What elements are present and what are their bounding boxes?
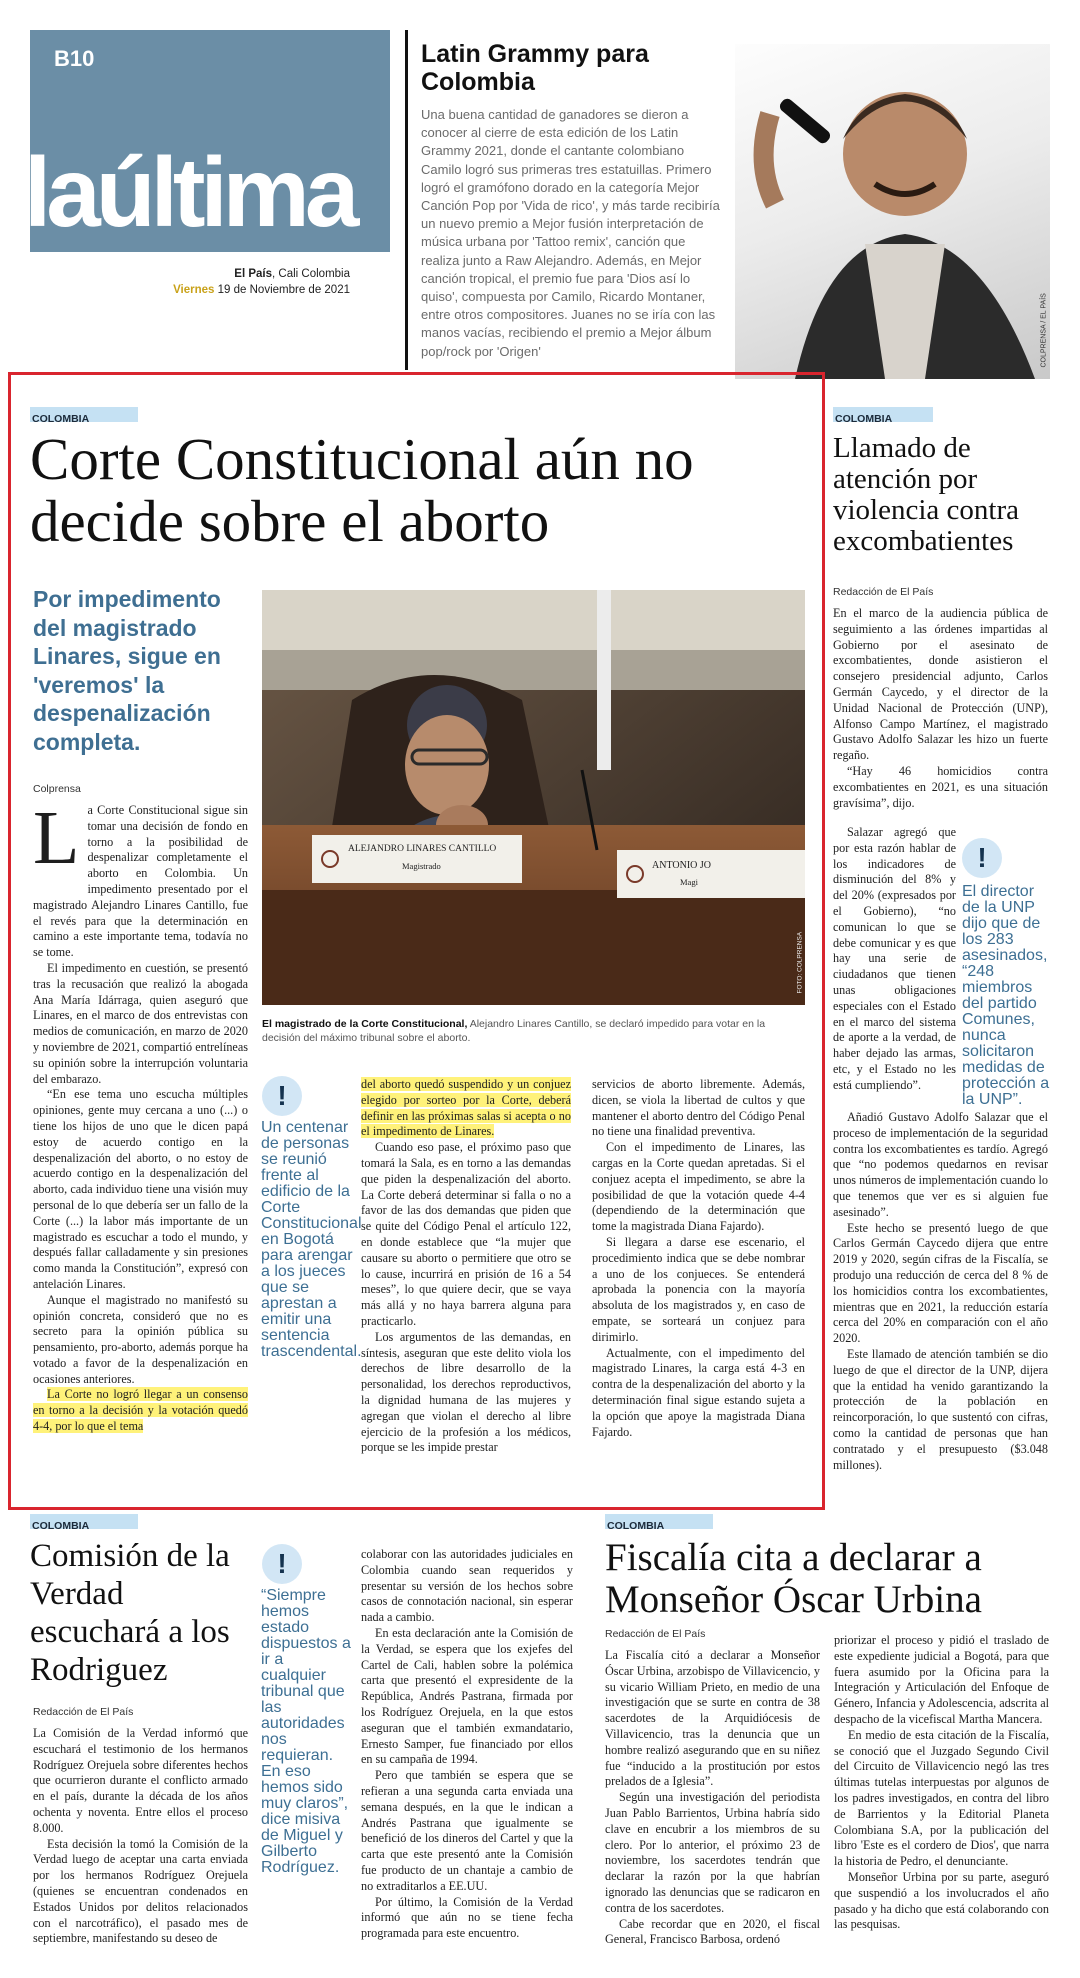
right-paragraph: Salazar agregó que por esta razón hablar de los indicadores de disminución del 8% y del 20% (expresados por el Gobierno), “no comunican lo que se debe comunicar y es que hay una serie de ciudadanos que tienen unas obligaciones especiales con el Estado en el marco del sistema de aporte a la verdad, de haber dejado las armas, etc, y el Estado no les está cumpliendo”. bbox=[833, 825, 956, 1092]
main-paragraph-highlight bbox=[361, 1077, 571, 1140]
main-paragraph: “En ese tema uno escucha múltiples opiniones, gente muy cercana a uno (...) o tiene los hijos de uno que le dicen papá estoy de acuerdo contigo en la despenalización del aborto, o no estoy de acuerdo contigo en la despenalización del aborto, cada individuo tiene una visión muy personal de lo que debería ser un fallo de la Corte (...) la labor más importante de un magistrado es escuchar a todo el mundo, y después fallar calladamente y sin presiones como manda la Constitución”, expresó con antelación Linares. bbox=[33, 1087, 248, 1291]
bottom-right-paragraph: Cabe recordar que en 2020, el fiscal General, Francisco Barbosa, ordenó bbox=[605, 1916, 820, 1947]
highlighted-text: La Corte no logró llegar a un consenso en torno a la decisión y la votación quedó 4-4, por lo que el tema bbox=[33, 1387, 248, 1434]
main-pull-quote: Un centenar de personas se reunió frente al edificio de la Corte Constitucional en Bogotá para arengar a los jueces que se aprestan a emitir una sentencia trascendental. bbox=[261, 1119, 362, 1360]
right-column-bottom bbox=[833, 1110, 1048, 1472]
right-paragraph: En el marco de la audiencia pública de seguimiento a las órdenes impartidas al Gobierno por el asesinato de excombatientes, donde asistieron el consejero presidencial adjunto, Carlos Germán Caycedo, y el director de la Unidad Nacional de Protección (UNP), Alfonso Campo Martínez, el magistrado Gustavo Adolfo Salazar les hizo un fuerte regaño. bbox=[833, 606, 1048, 763]
bottom-right-tag bbox=[605, 1514, 713, 1532]
bottom-left-tag bbox=[30, 1514, 138, 1532]
bottom-left-column-2 bbox=[361, 1547, 573, 1972]
right-headline: Llamado de atención por violencia contra excombatientes bbox=[833, 432, 1019, 557]
main-photo bbox=[262, 590, 805, 1005]
main-paragraph: a Corte Constitucional sigue sin tomar una decisión de fondo en torno a la posibilidad de despenalizar completamente el aborto en Colombia. Un impedimento presentado por el magistrado Alejandro Linares Cantillo, fue el revés para que la determinación en camino a este importante tema, todavía no se tome. bbox=[33, 803, 248, 960]
publication-city: , Cali Colombia bbox=[272, 268, 350, 280]
bottom-right-paragraph: Según una investigación del periodista Juan Pablo Barrientos, Urbina habría sido clave en encubrir a los miembros de su clero. Por lo anterior, el próximo 23 de noviembre, los sacerdotes tendrán que declarar la razón por la que habrían ignorado las denuncias que se radicaron en contra de los sacerdotes. bbox=[605, 1790, 820, 1915]
bottom-left-column-1 bbox=[33, 1726, 248, 1971]
main-paragraph: Si llegara a darse ese escenario, el procedimiento indica que se debe nombrar a uno de los conjueces. Se entenderá aprobada la ponencia con la mayoría absoluta de los magistrados y, en caso de empate, se sorteará un conjuez para dirimirlo. bbox=[592, 1234, 805, 1344]
bottom-right-column-1 bbox=[605, 1648, 820, 1973]
top-story-body: Una buena cantidad de ganadores se dieron a conocer al cierre de esta edición de los Latin Grammy 2021, donde el cantante colombiano Camilo logró sus primeras tres estatuillas. Primero logró el gramófono dorado en la categoría Mejor Canción Pop por 'Vida de rico', y más tarde recibiría un nuevo premio a Mejor fusión interpretación de música urbana por 'Tattoo remix', canción que realiza junto a Raw Alejandro. Además, en Mejor canción tropical, el premio fue para 'Dios así lo quiso', compuesta por Camilo, Ricardo Montaner, entre otros compositores. Juanes no se iría con las manos vacías, recibiendo el premio a Mejor álbum pop/rock por 'Origen' bbox=[421, 107, 720, 359]
section-logo: laúltima bbox=[24, 137, 355, 247]
bottom-right-paragraph: En medio de esta citación de la Fiscalía, se conoció que el Juzgado Segundo Civil del Circuito de Villavicencio negó las tres últimas tutelas interpuestas por algunos de los padres investigados, en contra del libro de Barrientos y la Editorial Planeta Colombiana S.A, por la publicación del libro 'Este es el cordero de Dios', que narra la historia de Pedro, el denunciante. bbox=[834, 1727, 1049, 1869]
main-column-3 bbox=[592, 1077, 805, 1467]
main-photo-caption bbox=[262, 1017, 805, 1045]
caption-text: Alejandro Linares Cantillo, se declaró impedido para votar en la decisión del máximo tribunal sobre el aborto. bbox=[262, 1018, 766, 1044]
right-tag-label: COLOMBIA bbox=[835, 413, 893, 425]
right-paragraph: Este hecho se presentó luego de que Carlos Germán Caycedo dijera que entre 2019 y 2020, según cifras de la Fiscalía, se produjo una reducción de cerca del 8 % de los homicidios contra los excombatientes, mientras que en 2021, la reducción estaría cerca del 20% en comparación con el año 2020. bbox=[833, 1220, 1048, 1346]
bottom-left-byline: Redacción de El País bbox=[33, 1706, 134, 1718]
right-column-top bbox=[833, 606, 1048, 841]
main-paragraph: Con el impedimento de Linares, las cargas en la Corte quedan apretadas. Si el conjuez acepta el impedimento, se abre la posibilidad de que la votación quede 4-4 (dependiendo de la determinación que tome la magistrada Diana Fajardo). bbox=[592, 1140, 805, 1234]
right-paragraph: Añadió Gustavo Adolfo Salazar que el proceso de implementación de la seguridad contra los excombatientes es tardío. Agregó que “no podemos quedarnos en revisar unos números de implementación cuando lo que tenemos que ver es si alguien fue asesinado”. bbox=[833, 1110, 1048, 1219]
main-paragraph: Actualmente, con el impedimento del magistrado Linares, la carga está 4-3 en contra de la despenalización del aborto y la determinación final sigue estando sujeta a la opción que apoye la magistrada Diana Fajardo. bbox=[592, 1345, 805, 1439]
publication-name: El País bbox=[234, 268, 273, 280]
bottom-left-paragraph: colaborar con las autoridades judiciales en Colombia cuando sean requeridos y presentar su versión de los hechos sobre casos de connotación nacional, sin esperar nada a cambio. bbox=[361, 1547, 573, 1625]
main-subhead: Por impedimento del magistrado Linares, sigue en 'veremos' la despenalización completa. bbox=[33, 586, 221, 755]
page-number: B10 bbox=[54, 46, 95, 71]
bottom-right-tag-label: COLOMBIA bbox=[607, 1520, 665, 1532]
bottom-left-paragraph: Por último, la Comisión de la Verdad informó que aún no se tiene fecha programada para este encuentro. bbox=[361, 1894, 573, 1941]
main-column-2 bbox=[361, 1077, 571, 1467]
right-story-tag bbox=[833, 407, 933, 425]
nameplate-right-role: Magi bbox=[680, 877, 698, 887]
exclamation-icon: ! bbox=[262, 1544, 302, 1584]
masthead bbox=[24, 30, 390, 305]
main-paragraph: Cuando eso pase, el próximo paso que tomará la Sala, es en torno a las demandas que piden la despenalización del aborto. La Corte deberá determinar si falla o no a favor de las dos demandas que piden que se quite del Código Penal el artículo 122, en donde establece que “la mujer que causare su aborto o permitiere que otro se lo cause, incurrirá en prisión de 16 a 54 meses”, lo que quiere decir, que se vaya más allá y no haya barrera alguna para practicarlo. bbox=[361, 1140, 571, 1328]
masthead-city-line bbox=[234, 268, 350, 280]
issue-date: 19 de Noviembre de 2021 bbox=[214, 284, 350, 296]
weekday: Viernes bbox=[173, 284, 215, 296]
main-paragraph: El impedimento en cuestión, se presentó tras la recusación que realizó la abogada Ana María Idárraga, quien aseguró que Linares, en el marco de dos entrevistas con medios de comunicación, en marzo de 2020 y noviembre de 2021, compartió entrelíneas su opinión sobre la interrupción voluntaria del embarazo. bbox=[33, 960, 248, 1086]
right-paragraph: “Hay 46 homicidios contra excombatientes en 2021, es una situación gravísima”, dijo. bbox=[833, 763, 1048, 810]
main-paragraph: servicios de aborto libremente. Además, dicen, se viola la libertad de cultos y que mantener el aborto dentro del Código Penal no tiene una finalidad preventiva. bbox=[592, 1077, 805, 1139]
bottom-left-paragraph: En esta declaración ante la Comisión de la Verdad, se espera que los exjefes del Cartel de Cali, hablen sobre la polémica carta que presentó el expresidente de la República, Andrés Pastrana, firmada por los Rodríguez Orejuela, en la que estos aseguran que el también exmandatario, Ernesto Samper, fue financiado por ellos en su campaña de 1994. bbox=[361, 1625, 573, 1767]
bottom-right-byline: Redacción de El País bbox=[605, 1628, 706, 1640]
bottom-left-pull-quote: “Siempre hemos estado dispuestos a ir a cualquier tribunal que las autoridades nos requieran. En eso hemos sido muy claros”, dice misiva de Miguel y Gilberto Rodríguez. bbox=[261, 1587, 351, 1876]
right-pull-quote: El director de la UNP dijo que de los 283 asesinados, “248 miembros del partido Comunes, nunca solicitaron medidas de protección a la UNP”. bbox=[962, 883, 1050, 1108]
main-paragraph: Aunque el magistrado no manifestó su opinión concreta, consideró que no es secreto para la opinión pública su pensamiento, pro-aborto, además porque ha votado a favor de la despenalización en ocasiones anteriores. bbox=[33, 1292, 248, 1386]
main-byline: Colprensa bbox=[33, 783, 81, 795]
highlighted-text: del aborto quedó suspendido y un conjuez elegido por sorteo por la Corte, deberá definir en las próximas salas si acepta o no el impedimento de Linares. bbox=[361, 1077, 571, 1139]
caption-lead: El magistrado de la Corte Constitucional, bbox=[262, 1018, 468, 1030]
top-story-headline: Latin Grammy para Colombia bbox=[421, 40, 649, 96]
bottom-left-paragraph: Esta decisión la tomó la Comisión de la Verdad luego de aceptar una carta enviada por los hermanos Rodríguez Orejuela (quienes se encuentran condenados en Estados Unidos por delitos relacionados con el narcotráfico), el pasado mes de septiembre, manifestando su deseo de bbox=[33, 1836, 248, 1946]
bottom-right-paragraph: priorizar el proceso y pidió el traslado de este expediente judicial a Bogotá, para que fuera asumido por la Oficina para la Integración y Articulación del Enfoque de Género, Infancia y Adolescencia, adscrita al despacho de la vicefiscal Martha Mancera. bbox=[834, 1633, 1049, 1726]
main-paragraph-highlight bbox=[33, 1387, 248, 1434]
bottom-left-paragraph: La Comisión de la Verdad informó que escuchará el testimonio de los hermanos Rodríguez Orejuela sobre diferentes hechos que ocurrieron durante el conflicto armado en el país, durante la década de los años ochenta y noventa. Entre ellos el proceso 8.000. bbox=[33, 1726, 248, 1835]
singer-illustration bbox=[735, 44, 1050, 379]
top-story-rule bbox=[405, 30, 408, 370]
bottom-left-headline: Comisión de la Verdad escuchará a los Rodriguez bbox=[30, 1538, 230, 1688]
magistrate-illustration bbox=[262, 590, 805, 1005]
main-photo-credit: FOTO: COLPRENSA bbox=[796, 931, 804, 994]
main-headline: Corte Constitucional aún no decide sobre el aborto bbox=[30, 426, 694, 554]
main-paragraph: Los argumentos de las demandas, en síntesis, aseguran que este delito viola los derechos de libre desarrollo de la personalidad, los derechos reproductivos, la dignidad humana de las mujeres y agregan que violan el derecho al libre ejercicio de la profesión a los médicos, porque se les impide prestar bbox=[361, 1329, 571, 1455]
top-story bbox=[405, 30, 725, 370]
right-paragraph: Este llamado de atención también se dio luego de que el director de la UNP, dijera que la entidad ha venido garantizando la protección de la población en reincorporación, lo que sustentó con cifras, como la cantidad de personas que han contratado y el presupuesto ($3.048 millones). bbox=[833, 1346, 1048, 1472]
exclamation-icon: ! bbox=[262, 1076, 302, 1116]
main-tag-label: COLOMBIA bbox=[32, 413, 90, 425]
bottom-right-paragraph: Monseñor Urbina por su parte, aseguró que suspendió a los involucrados el año pasado y ha dicho que está colaborando con las pesquisas. bbox=[834, 1869, 1049, 1932]
right-byline: Redacción de El País bbox=[833, 586, 934, 598]
bottom-left-tag-label: COLOMBIA bbox=[32, 1520, 90, 1532]
bottom-right-headline: Fiscalía cita a declarar a Monseñor Óscar Urbina bbox=[605, 1536, 982, 1621]
nameplate-right: ANTONIO JO bbox=[652, 860, 711, 871]
nameplate-left-role: Magistrado bbox=[402, 861, 441, 871]
main-story-tag bbox=[30, 407, 138, 425]
top-story-photo bbox=[735, 44, 1050, 379]
main-column-1 bbox=[33, 796, 248, 1463]
top-photo-credit: COLPRENSA / EL PAÍS bbox=[1040, 293, 1048, 368]
nameplate-left: ALEJANDRO LINARES CANTILLO bbox=[348, 844, 497, 854]
bottom-left-paragraph: Pero que también se espera que se refieran a una segunda carta enviada una semana después, en la que le indican a Andrés Pastrana que igualmente se benefició de los dineros del Cartel y que la carta que este presentó ante la Comisión fue producto de un chantaje a cambio de no extraditarlos a EE.UU. bbox=[361, 1768, 573, 1893]
bottom-right-column-2 bbox=[834, 1633, 1049, 1973]
exclamation-icon: ! bbox=[962, 838, 1002, 878]
masthead-date-line bbox=[173, 284, 350, 296]
bottom-right-paragraph: La Fiscalía citó a declarar a Monseñor Óscar Urbina, arzobispo de Villavicencio, y su vicario William Prieto, en medio de una investigación que se surte en contra de 38 sacerdotes de la Arquidiócesis de Villavicencio, tras la denuncia que un hombre realizó asegurando que en su niñez fue “inducido a la prostitución por estos prelados de a Iglesia”. bbox=[605, 1648, 820, 1789]
drop-cap: L bbox=[33, 796, 80, 880]
